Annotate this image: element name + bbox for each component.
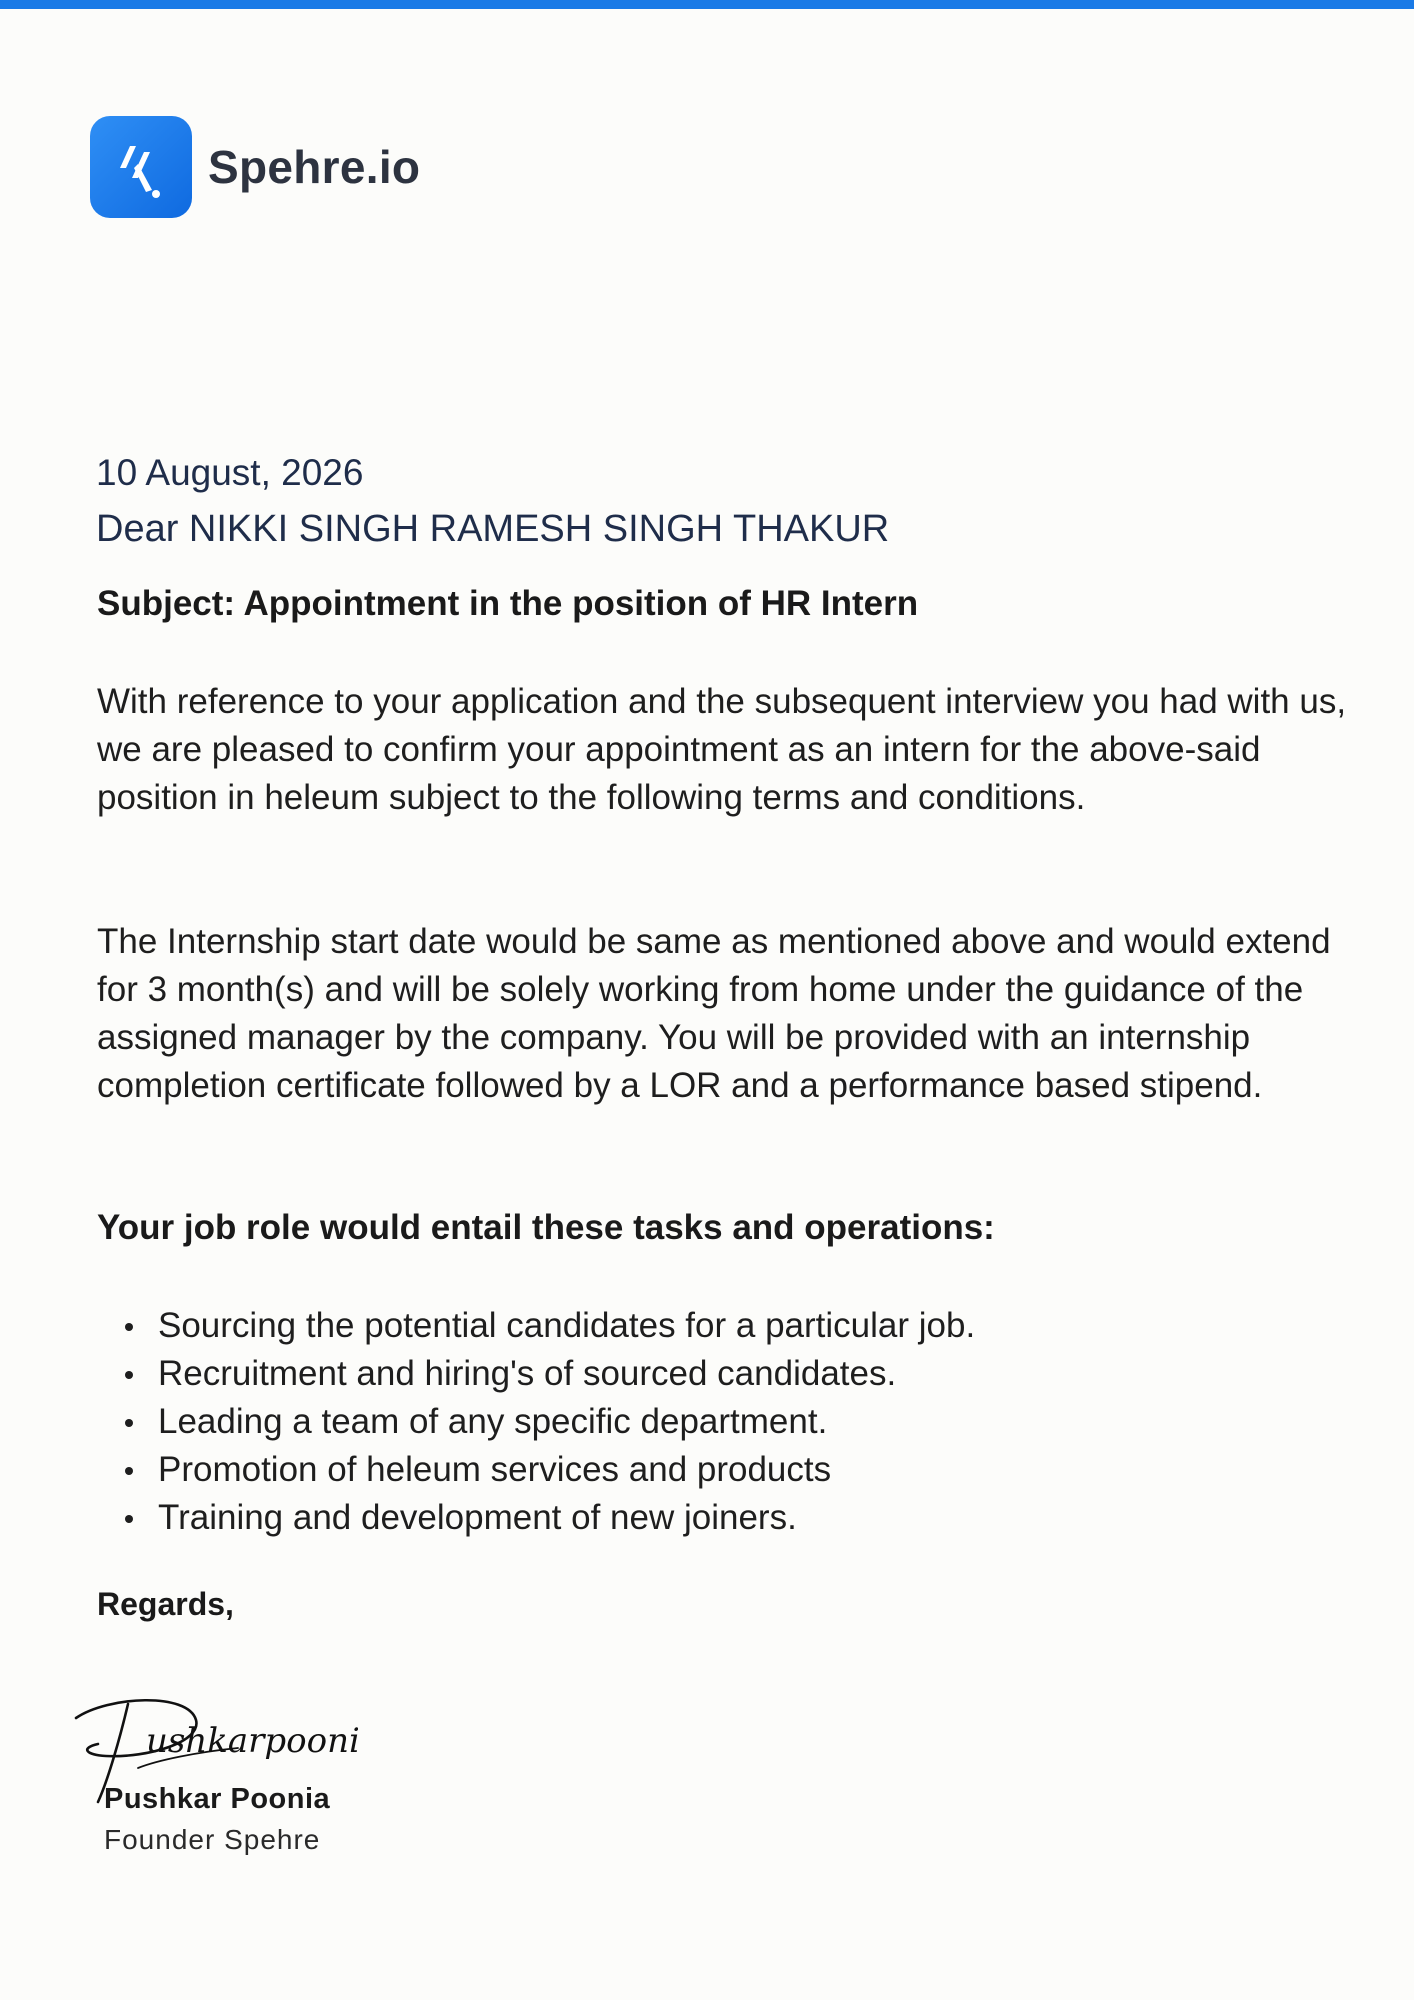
body-paragraph: The Internship start date would be same as mentioned above and would extend for 3 month(s) and will be solely working from home under the guidance of the assigned manager by the company. You will be provided with an internship completion certificate followed by a LOR and a performance based stipend. xyxy=(97,922,1331,1105)
list-item xyxy=(97,1494,975,1542)
salutation: Dear NIKKI SINGH RAMESH SINGH THAKUR xyxy=(96,508,890,550)
bullet-icon xyxy=(125,1419,133,1427)
tasks-heading: Your job role would entail these tasks and operations: xyxy=(97,1208,995,1247)
task-text: Promotion of heleum services and products xyxy=(158,1450,832,1489)
signer-title: Founder Spehre xyxy=(104,1824,321,1855)
bolt-logo-icon xyxy=(90,116,192,218)
letter-date: 10 August, 2026 xyxy=(96,452,364,493)
bullet-icon xyxy=(125,1515,133,1523)
task-text: Recruitment and hiring's of sourced candidates. xyxy=(158,1354,897,1393)
company-logo xyxy=(90,116,420,218)
task-text: Leading a team of any specific department. xyxy=(158,1402,828,1441)
body-paragraph: With reference to your application and the subsequent interview you had with us, we are pleased to confirm your appointment as an intern for the above-said position in heleum subject to the following terms and conditions. xyxy=(97,682,1347,817)
signer-name: Pushkar Poonia xyxy=(104,1783,331,1815)
bullet-icon xyxy=(125,1371,133,1379)
bullet-icon xyxy=(125,1323,133,1331)
task-text: Sourcing the potential candidates for a particular job. xyxy=(158,1306,976,1345)
brand-name: Spehre.io xyxy=(208,141,421,193)
svg-text:ushkarpoonia: ushkarpoonia xyxy=(146,1721,358,1761)
list-item xyxy=(97,1350,975,1398)
task-text: Training and development of new joiners. xyxy=(158,1498,797,1537)
subject-line: Subject: Appointment in the position of HR Intern xyxy=(97,584,919,623)
list-item xyxy=(97,1398,975,1446)
list-item xyxy=(97,1446,975,1494)
list-item xyxy=(97,1302,975,1350)
bullet-icon xyxy=(125,1467,133,1475)
top-accent-bar xyxy=(0,0,1414,9)
closing: Regards, xyxy=(97,1586,234,1622)
task-list xyxy=(97,1302,975,1542)
